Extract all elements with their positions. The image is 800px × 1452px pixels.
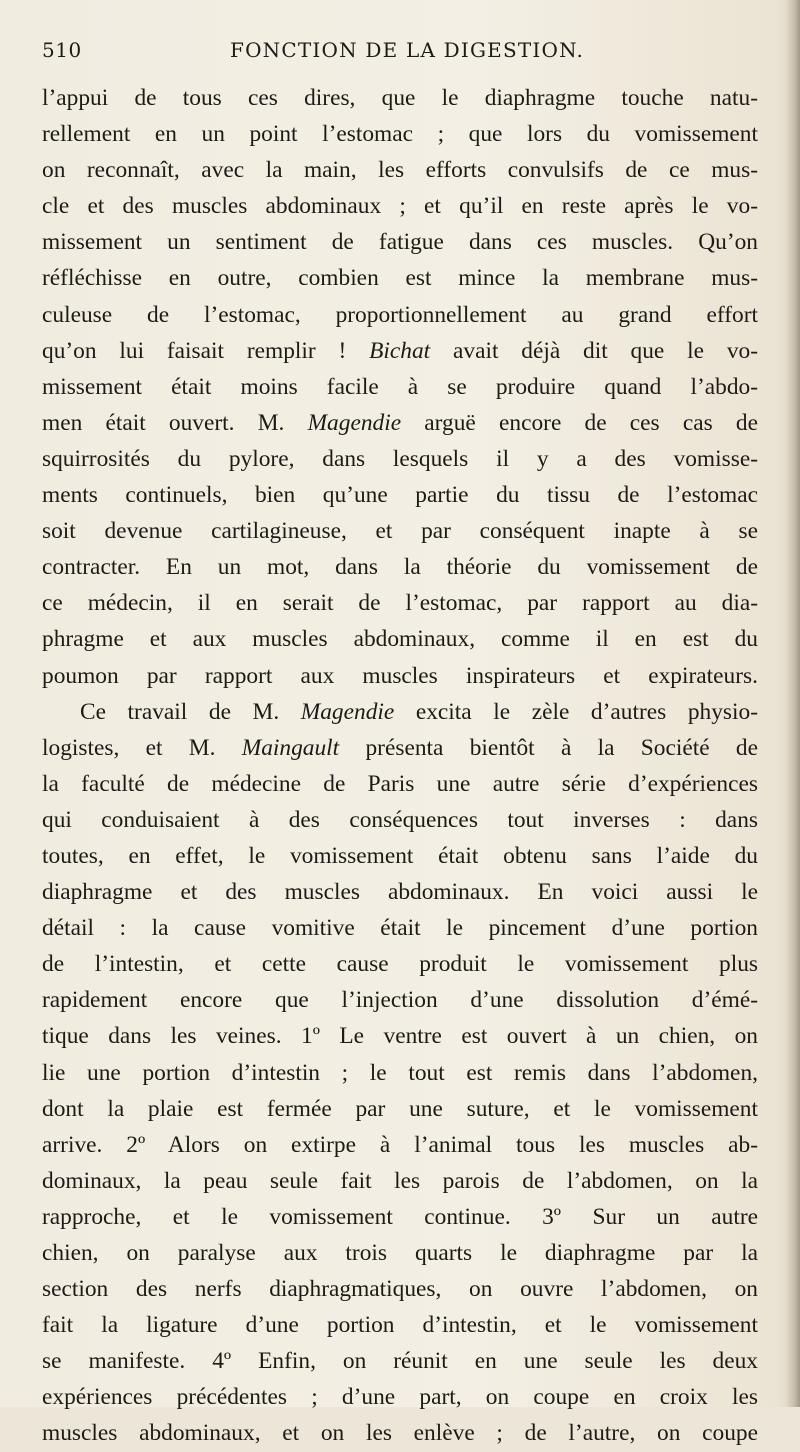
text-line: dont la plaie est fermée par une suture, et le vomissement <box>42 1095 758 1122</box>
text-line: détail : la cause vomitive était le pincement d’une portion <box>42 915 758 942</box>
text-line: rapproche, et le vomissement continue. 3º Sur un autre <box>42 1203 758 1230</box>
body-text <box>42 80 758 1452</box>
page-number: 510 <box>42 38 82 62</box>
text-line: section des nerfs diaphragmatiques, on ouvre l’abdomen, on <box>42 1276 758 1303</box>
text-segment: qu’on lui faisait remplir ! <box>42 337 370 364</box>
text-line: de l’intestin, et cette cause produit le vomissement plus <box>42 951 758 978</box>
text-line: missement un sentiment de fatigue dans ces muscles. Qu’on <box>42 229 758 256</box>
text-line: on reconnaît, avec la main, les efforts convulsifs de ce mus- <box>42 157 758 184</box>
text-line: qui conduisaient à des conséquences tout inverses : dans <box>42 806 758 833</box>
text-line: diaphragme et des muscles abdominaux. En voici aussi le <box>42 879 758 906</box>
text-line: dominaux, la peau seule fait les parois de l’abdomen, on la <box>42 1167 758 1194</box>
text-line: rellement en un point l’estomac ; que lors du vomissement <box>42 121 758 148</box>
text-line: fait la ligature d’une portion d’intestin, et le vomissement <box>42 1312 758 1339</box>
author-name: Maingault <box>241 734 340 761</box>
text-line: ce médecin, il en serait de l’estomac, par rapport au dia- <box>42 590 758 617</box>
text-segment: présenta bientôt à la Société de <box>339 734 758 761</box>
text-line: culeuse de l’estomac, proportionnellement au grand effort <box>42 301 758 328</box>
text-line <box>42 694 758 730</box>
text-line: missement était moins facile à se produire quand l’abdo- <box>42 373 758 400</box>
text-line: chien, on paralyse aux trois quarts le diaphragme par la <box>42 1240 758 1266</box>
text-line: tique dans les veines. 1º Le ventre est ouvert à un chien, on <box>42 1023 758 1050</box>
text-line: soit devenue cartilagineuse, et par conséquent inapte à se <box>42 518 758 545</box>
text-segment: logistes, et M. <box>42 734 242 761</box>
text-segment: men était ouvert. M. <box>42 409 308 436</box>
running-head: FONCTION DE LA DIGESTION. <box>230 38 585 62</box>
text-line: réfléchisse en outre, combien est mince la membrane mus- <box>42 265 758 292</box>
text-line: lie une portion d’intestin ; le tout est remis dans l’abdomen, <box>42 1059 758 1086</box>
text-segment: arguë encore de ces cas de <box>401 409 758 436</box>
author-name: Magendie <box>307 409 402 436</box>
text-segment: Ce travail de M. <box>80 698 301 725</box>
text-line: arrive. 2º Alors on extirpe à l’animal tous les muscles ab- <box>42 1131 758 1158</box>
text-line: phragme et aux muscles abdominaux, comme il en est du <box>42 626 758 653</box>
text-line <box>42 333 758 369</box>
text-line: expériences précédentes ; d’une part, on coupe en croix les <box>42 1384 758 1411</box>
author-name: Magendie <box>300 698 395 725</box>
text-line: la faculté de médecine de Paris une autre série d’expériences <box>42 770 758 797</box>
text-line: muscles abdominaux, et on les enlève ; de l’autre, on coupe <box>42 1420 758 1447</box>
text-line: cle et des muscles abdominaux ; et qu’il en reste après le vo- <box>42 193 758 220</box>
text-line: poumon par rapport aux muscles inspirateurs et expirateurs. <box>42 662 758 689</box>
text-line <box>42 730 758 766</box>
text-line: se manifeste. 4º Enfin, on réunit en une seule les deux <box>42 1348 758 1375</box>
page-header <box>40 38 760 68</box>
text-line <box>42 405 758 441</box>
text-line: toutes, en effet, le vomissement était obtenu sans l’aide du <box>42 842 758 869</box>
text-segment: excita le zèle d’autres physio- <box>394 698 759 725</box>
text-segment: avait déjà dit que le vo- <box>430 337 759 364</box>
text-line: contracter. En un mot, dans la théorie du vomissement de <box>42 554 758 581</box>
page-edge-shadow <box>786 0 800 1407</box>
author-name: Bichat <box>369 337 431 364</box>
text-line: l’appui de tous ces dires, que le diaphragme touche natu- <box>42 85 758 111</box>
text-line: ments continuels, bien qu’une partie du tissu de l’estomac <box>42 482 758 509</box>
text-line: rapidement encore que l’injection d’une dissolution d’émé- <box>42 987 758 1014</box>
text-line: squirrosités du pylore, dans lesquels il y a des vomisse- <box>42 445 758 472</box>
